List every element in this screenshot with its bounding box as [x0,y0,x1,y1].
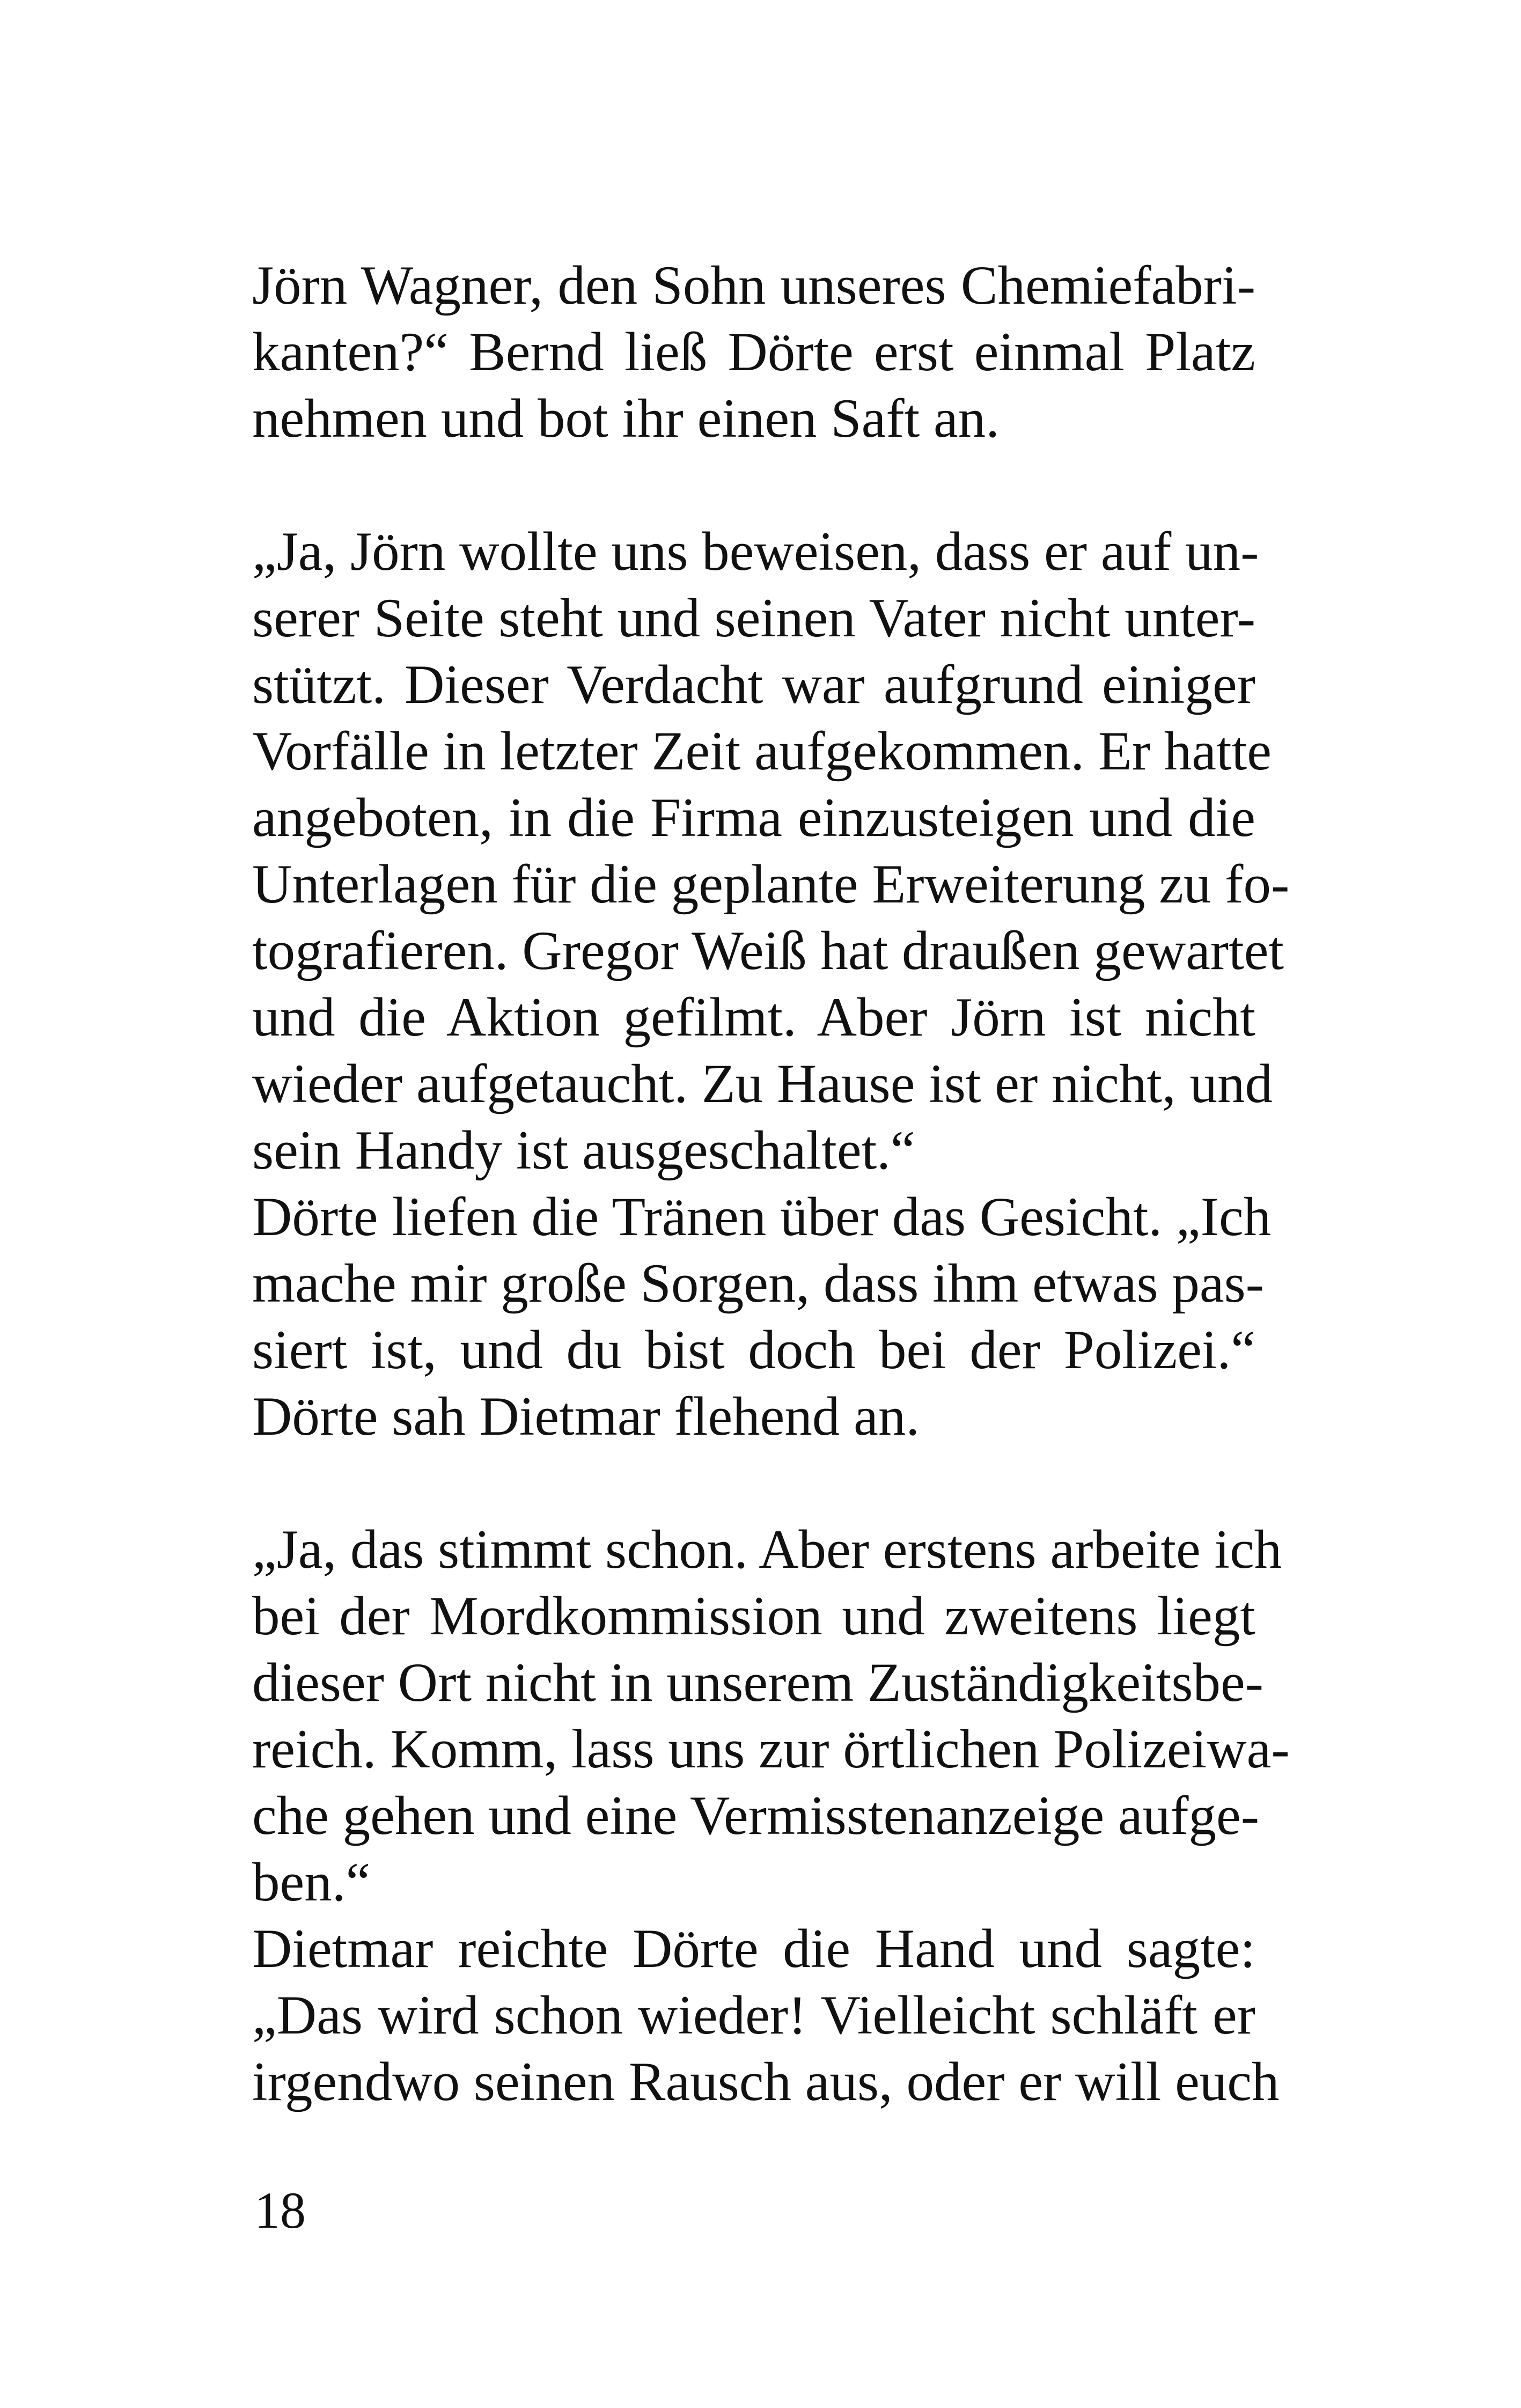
text-line: mache mir große Sorgen, dass ihm etwas pas- [252,1253,1264,1314]
body-text [252,252,1290,2115]
paragraph-2 [252,518,1290,1184]
text-line: Dörte liefen die Tränen über das Gesicht. „Ich [252,1186,1272,1247]
text-line: sein Handy ist ausgeschaltet.“ [252,1120,915,1181]
text-line: bei der Mordkommission und zweitens liegt [252,1585,1255,1647]
text-line: reich. Komm, lass uns zur örtlichen Polizeiwa- [252,1719,1290,1780]
text-line: „Ja, Jörn wollte uns beweisen, dass er auf un- [252,521,1259,582]
text-line: stützt. Dieser Verdacht war aufgrund einiger [252,654,1255,715]
text-line: „Ja, das stimmt schon. Aber erstens arbeite ich [252,1519,1282,1580]
text-line: Vorfälle in letzter Zeit aufgekommen. Er hatte [252,721,1272,782]
paragraph-spacer [252,452,1255,518]
text-line: serer Seite steht und seinen Vater nicht unter- [252,588,1255,649]
paragraph-1 [252,252,1255,452]
paragraph-spacer [252,1450,1255,1516]
text-line: irgendwo seinen Rausch aus, oder er will euch [252,2051,1280,2112]
text-line: ben.“ [252,1852,371,1913]
paragraph-3 [252,1184,1272,1450]
text-line: kanten?“ Bernd ließ Dörte erst einmal Platz [252,321,1255,383]
text-line: siert ist, und du bist doch bei der Polizei.“ [252,1319,1255,1381]
text-line: nehmen und bot ihr einen Saft an. [252,388,1000,449]
text-line: che gehen und eine Vermisstenanzeige aufge- [252,1785,1260,1846]
text-line: Unterlagen für die geplante Erweiterung zu fo- [252,854,1290,915]
text-line: Dietmar reichte Dörte die Hand und sagte: [252,1918,1255,1979]
text-line: Jörn Wagner, den Sohn unseres Chemiefabri- [252,255,1255,316]
paragraph-4 [252,1516,1290,1915]
text-line: Dörte sah Dietmar flehend an. [252,1386,920,1447]
page-number: 18 [254,2182,306,2239]
text-line: wieder aufgetaucht. Zu Hause ist er nicht, und [252,1053,1273,1114]
text-line: „Das wird schon wieder! Vielleicht schläft er [252,1985,1255,2046]
text-line: angeboten, in die Firma einzusteigen und die [252,787,1255,848]
text-line: und die Aktion gefilmt. Aber Jörn ist nicht [252,987,1255,1048]
paragraph-5 [252,1915,1280,2115]
text-line: dieser Ort nicht in unserem Zuständigkeitsbe- [252,1652,1263,1713]
text-line: tografieren. Gregor Weiß hat draußen gewartet [252,920,1284,981]
